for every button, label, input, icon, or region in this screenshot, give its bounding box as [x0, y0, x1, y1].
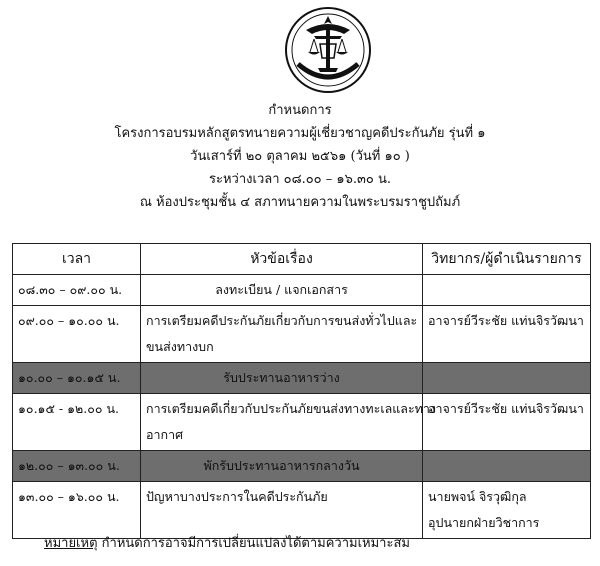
note-label: หมายเหตุ — [44, 536, 98, 551]
table-row — [13, 482, 591, 539]
table-row — [13, 306, 591, 363]
table-row — [13, 451, 591, 482]
heading-title: กำหนดการ — [268, 103, 332, 118]
speaker-line: นายพจน์ จิรวุฒิกุล — [428, 489, 527, 504]
topic-line: การเตรียมคดีประกันภัยเกี่ยวกับการขนส่งทั่วไปและ — [146, 313, 418, 328]
topic-line: ปัญหาบางประการในคดีประกันภัย — [146, 489, 328, 504]
speaker-cell — [423, 482, 591, 539]
speaker-cell — [423, 275, 591, 306]
schedule-table — [12, 243, 591, 539]
speaker-cell — [423, 394, 591, 451]
topic-line: พักรับประทานอาหารกลางวัน — [203, 458, 360, 473]
speaker-line: อาจารย์วีระชัย แท่นจิรวัฒนา — [428, 313, 584, 328]
topic-line: ลงทะเบียน / แจกเอกสาร — [215, 282, 348, 297]
header-time: เวลา — [13, 244, 141, 275]
time-cell: ๑๐.๑๕ - ๑๒.๐๐ น. — [13, 394, 141, 451]
table-row — [13, 275, 591, 306]
time-cell: ๑๐.๐๐ – ๑๐.๑๕ น. — [13, 363, 141, 394]
header-topic: หัวข้อเรื่อง — [141, 244, 423, 275]
topic-cell — [141, 275, 423, 306]
topic-line: การเตรียมคดีเกี่ยวกับประกันภัยขนส่งทางทะเลและทาง — [146, 401, 437, 416]
time-cell: ๐๘.๓๐ – ๐๙.๐๐ น. — [13, 275, 141, 306]
topic-line: อากาศ — [146, 427, 184, 442]
heading-time: ระหว่างเวลา ๐๘.๐๐ – ๑๖.๓๐ น. — [209, 172, 391, 187]
document-heading — [0, 99, 600, 214]
heading-date: วันเสาร์ที่ ๒๐ ตุลาคม ๒๕๖๑ (วันที่ ๑๐ ) — [190, 149, 410, 164]
topic-cell — [141, 363, 423, 394]
topic-line: รับประทานอาหารว่าง — [223, 370, 340, 385]
table-header-row — [13, 244, 591, 275]
topic-cell — [141, 482, 423, 539]
heading-project: โครงการอบรมหลักสูตรทนายความผู้เชี่ยวชาญคดีประกันภัย รุ่นที่ ๑ — [114, 126, 486, 141]
topic-line: ขนส่งทางบก — [146, 339, 214, 354]
header-speaker: วิทยากร/ผู้ดำเนินรายการ — [423, 244, 591, 275]
topic-cell — [141, 306, 423, 363]
note-text: กำหนดการอาจมีการเปลี่ยนแปลงได้ตามความเหมาะสม — [101, 536, 410, 551]
speaker-line: อาจารย์วีระชัย แท่นจิรวัฒนา — [428, 401, 584, 416]
table-row — [13, 394, 591, 451]
speaker-cell — [423, 451, 591, 482]
table-row — [13, 363, 591, 394]
topic-cell — [141, 451, 423, 482]
time-cell: ๑๒.๐๐ – ๑๓.๐๐ น. — [13, 451, 141, 482]
heading-venue: ณ ห้องประชุมชั้น ๔ สภาทนายความในพระบรมราชูปถัมภ์ — [139, 195, 461, 210]
speaker-line: อุปนายกฝ่ายวิชาการ — [428, 515, 540, 530]
council-seal-logo — [284, 6, 372, 94]
speaker-cell — [423, 306, 591, 363]
time-cell: ๐๙.๐๐ – ๑๐.๐๐ น. — [13, 306, 141, 363]
topic-cell — [141, 394, 437, 451]
time-cell: ๑๓.๐๐ – ๑๖.๐๐ น. — [13, 482, 141, 539]
speaker-cell — [423, 363, 591, 394]
footnote — [44, 532, 410, 553]
